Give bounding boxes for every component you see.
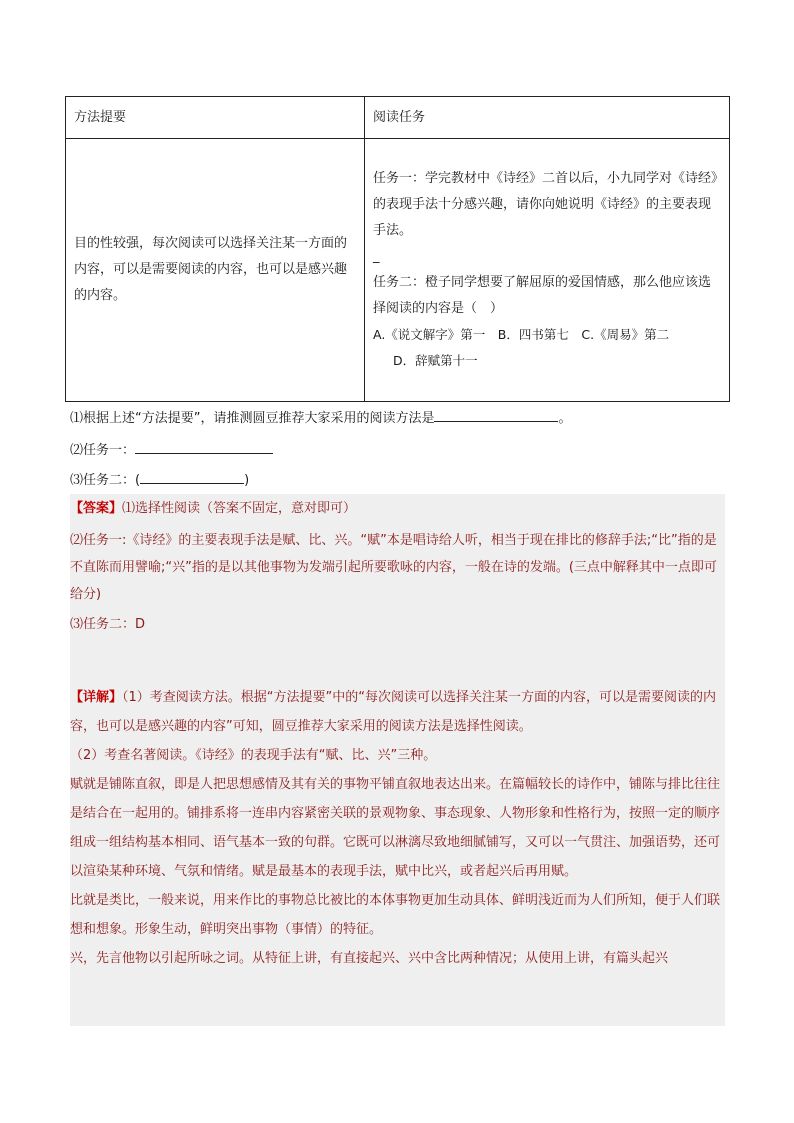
method-summary-text: 目的性较强，每次阅读可以选择关注某一方面的内容，可以是需要阅读的内容，也可以是感兴趣的内容。 <box>66 139 365 402</box>
answer-tag: 【答案】 <box>70 501 123 516</box>
question-3 <box>70 469 249 491</box>
answer-block <box>70 494 725 654</box>
header-reading-task: 阅读任务 <box>365 97 730 139</box>
task-one-text: 任务一：学完教材中《诗经》二首以后，小九同学对《诗经》的表现手法十分感兴趣，请你向她说明《诗经》的主要表现手法。 <box>373 171 718 238</box>
question-2 <box>70 439 273 461</box>
method-task-table <box>65 96 730 402</box>
answer-3-text: ⑶任务二：D <box>70 617 146 632</box>
detail-paragraph-3: 赋就是铺陈直叙，即是人把思想感情及其有关的事物平铺直叙地表达出来。在篇幅较长的诗作中，铺陈与排比往往是结合在一起用的。铺排系将一连串内容紧密关联的景观物象、事态现象、人物形象和性格行为，按照一定的顺序组成一组结构基本相同、语气基本一致的句群。它既可以淋漓尽致地细腻铺写，又可以一气贯注、加强语势，还可以渲染某种环境、气氛和情绪。赋是最基本的表现手法，赋中比兴，或者起兴后再用赋。 <box>70 777 721 879</box>
question-1-answer-line <box>434 407 558 422</box>
detail-block <box>70 683 725 973</box>
question-2-answer-line <box>135 439 273 454</box>
question-3-answer-line <box>140 469 244 484</box>
task-two-option-d: D．辞赋第十一 <box>393 353 478 368</box>
reading-task-cell <box>365 139 730 402</box>
question-1 <box>70 407 572 429</box>
question-2-text: ⑵任务一： <box>70 443 136 458</box>
answer-line-1 <box>70 496 725 522</box>
question-1-end: 。 <box>558 411 572 426</box>
detail-paragraph-1 <box>70 683 725 741</box>
question-1-text: ⑴根据上述“方法提要”，请推测圆豆推荐大家采用的阅读方法是 <box>70 411 435 426</box>
header-method-summary: 方法提要 <box>66 97 365 139</box>
task-two-text: 任务二：橙子同学想要了解屈原的爱国情感，那么他应该选择阅读的内容是（ ） <box>373 275 712 316</box>
detail-paragraph-5: 兴，先言他物以引起所咏之词。从特征上讲，有直接起兴、兴中含比两种情况；从使用上讲，有篇头起兴 <box>70 951 669 966</box>
table-header-row <box>66 97 730 139</box>
task-one-blank: _ <box>373 249 380 264</box>
detail-paragraph-4: 比就是类比，一般来说，用来作比的事物总比被比的本体事物更加生动具体、鲜明浅近而为人们所知，便于人们联想和想象。形象生动，鲜明突出事物（事情）的特征。 <box>70 893 721 937</box>
question-3-open: ⑶任务二：( <box>70 473 141 488</box>
detail-tag: 【详解】 <box>70 690 123 705</box>
answer-2-text: ⑵任务一:《诗经》的主要表现手法是赋、比、兴。“赋”本是唱诗给人听，相当于现在排比的修辞手法;“比”指的是不直陈而用譬喻;“兴”指的是以其他事物为发端引起所要歌咏的内容，一般在诗的发端。(三点中解释其中一点即可给分) <box>70 533 717 602</box>
answer-1-text: ⑴选择性阅读（答案不固定，意对即可） <box>122 501 357 516</box>
task-two-options-line1: A.《说文解字》第一 B．四书第七 C.《周易》第二 <box>373 327 670 342</box>
question-3-close: ) <box>244 473 250 488</box>
detail-p1-text: （1）考查阅读方法。根据“方法提要”中的“每次阅读可以选择关注某一方面的内容，可以是需要阅读的内容，也可以是感兴趣的内容”可知，圆豆推荐大家采用的阅读方法是选择性阅读。 <box>70 690 716 734</box>
detail-paragraph-2: （2）考查名著阅读。《诗经》的表现手法有“赋、比、兴”三种。 <box>70 748 437 763</box>
table-content-row <box>66 139 730 402</box>
